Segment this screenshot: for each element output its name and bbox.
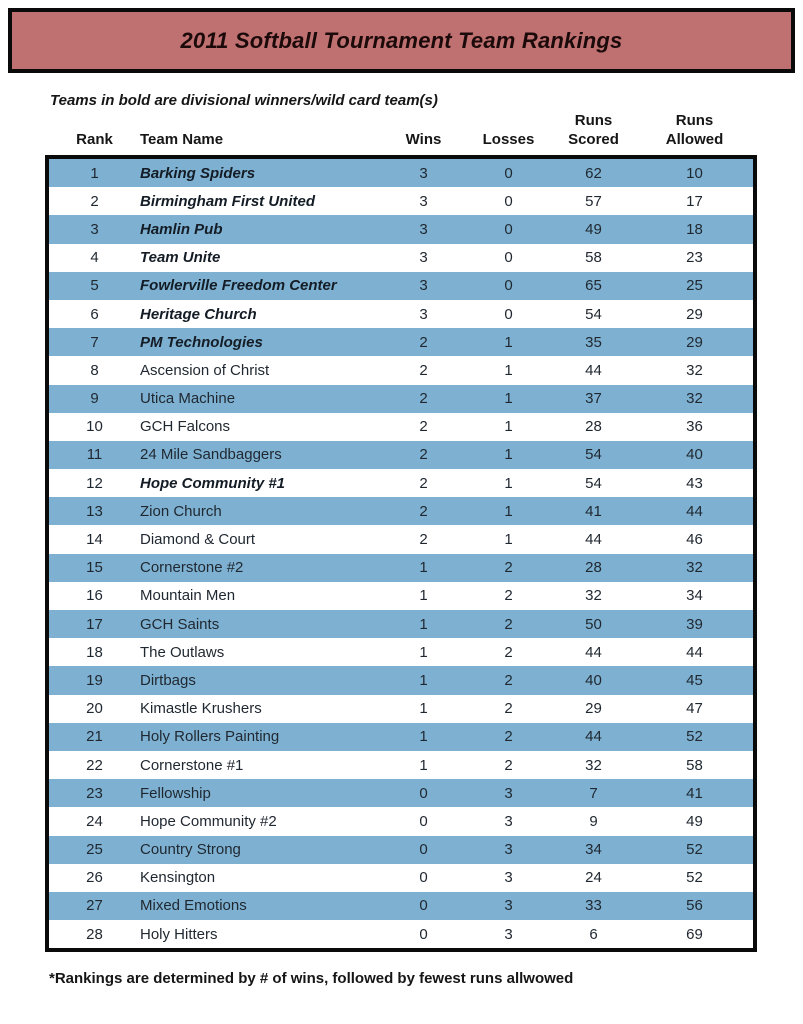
rank-cell: 23	[86, 784, 103, 802]
col-header-runs-allowed-line1: Runs	[675, 112, 714, 129]
losses-cell: 0	[504, 220, 513, 238]
runs-allowed-cell: 25	[686, 277, 703, 295]
runs-allowed-cell: 69	[686, 925, 703, 943]
losses-cell: 2	[504, 671, 513, 689]
col-header-losses: Losses	[482, 131, 535, 148]
runs-scored-cell: 44	[585, 728, 602, 746]
losses-cell: 3	[504, 925, 513, 943]
losses-cell: 2	[504, 615, 513, 633]
losses-cell: 1	[504, 474, 513, 492]
rankings-table	[45, 155, 757, 952]
rank-cell: 18	[86, 643, 103, 661]
rank-cell: 15	[86, 559, 103, 577]
team-cell: Hope Community #1	[140, 474, 286, 492]
rank-cell: 24	[86, 812, 103, 830]
losses-cell: 0	[504, 249, 513, 267]
wins-cell: 2	[419, 531, 428, 549]
runs-scored-cell: 54	[585, 474, 602, 492]
wins-cell: 0	[419, 925, 428, 943]
losses-cell: 3	[504, 812, 513, 830]
bold-teams-note: Teams in bold are divisional winners/wild card team(s)	[50, 92, 438, 109]
runs-allowed-cell: 10	[686, 164, 703, 182]
losses-cell: 1	[504, 446, 513, 464]
table-row	[49, 695, 753, 723]
team-cell: Diamond & Court	[140, 531, 256, 549]
wins-cell: 2	[419, 333, 428, 351]
table-row	[49, 723, 753, 751]
wins-cell: 2	[419, 446, 428, 464]
team-cell: Hope Community #2	[140, 812, 277, 830]
table-header-row	[49, 110, 753, 152]
team-cell: Holy Rollers Painting	[140, 728, 280, 746]
team-cell: Heritage Church	[140, 305, 257, 323]
wins-cell: 2	[419, 418, 428, 436]
runs-allowed-cell: 49	[686, 812, 703, 830]
wins-cell: 1	[419, 643, 428, 661]
losses-cell: 1	[504, 333, 513, 351]
losses-cell: 3	[504, 869, 513, 887]
runs-allowed-cell: 29	[686, 305, 703, 323]
team-cell: Ascension of Christ	[140, 361, 270, 379]
table-row	[49, 244, 753, 272]
team-cell: Utica Machine	[140, 390, 236, 408]
team-cell: Cornerstone #1	[140, 756, 244, 774]
runs-scored-cell: 28	[585, 559, 602, 577]
runs-allowed-cell: 29	[686, 333, 703, 351]
col-header-team-name: Team Name	[140, 131, 224, 148]
rank-cell: 16	[86, 587, 103, 605]
team-cell: Barking Spiders	[140, 164, 256, 182]
table-row	[49, 892, 753, 920]
losses-cell: 2	[504, 728, 513, 746]
team-cell: Hamlin Pub	[140, 220, 223, 238]
table-row	[49, 920, 753, 948]
losses-cell: 1	[504, 390, 513, 408]
runs-allowed-cell: 41	[686, 784, 703, 802]
wins-cell: 1	[419, 728, 428, 746]
col-header-runs-allowed	[636, 111, 753, 152]
runs-allowed-cell: 47	[686, 700, 703, 718]
col-header-runs-allowed-line2: Allowed	[665, 131, 724, 148]
runs-scored-cell: 28	[585, 418, 602, 436]
table-row	[49, 300, 753, 328]
losses-cell: 1	[504, 361, 513, 379]
runs-allowed-cell: 43	[686, 474, 703, 492]
rank-cell: 26	[86, 869, 103, 887]
table-row	[49, 272, 753, 300]
table-row	[49, 666, 753, 694]
rank-cell: 6	[90, 305, 99, 323]
runs-allowed-cell: 58	[686, 756, 703, 774]
table-row	[49, 215, 753, 243]
rank-cell: 27	[86, 897, 103, 915]
losses-cell: 2	[504, 559, 513, 577]
runs-scored-cell: 49	[585, 220, 602, 238]
rank-cell: 13	[86, 502, 103, 520]
wins-cell: 2	[419, 474, 428, 492]
wins-cell: 2	[419, 502, 428, 520]
rank-cell: 10	[86, 418, 103, 436]
wins-cell: 2	[419, 361, 428, 379]
losses-cell: 0	[504, 277, 513, 295]
losses-cell: 2	[504, 587, 513, 605]
wins-cell: 2	[419, 390, 428, 408]
runs-scored-cell: 34	[585, 841, 602, 859]
runs-allowed-cell: 52	[686, 728, 703, 746]
wins-cell: 1	[419, 700, 428, 718]
losses-cell: 3	[504, 897, 513, 915]
rank-cell: 17	[86, 615, 103, 633]
runs-allowed-cell: 17	[686, 192, 703, 210]
team-cell: Fowlerville Freedom Center	[140, 277, 337, 295]
table-row	[49, 385, 753, 413]
wins-cell: 3	[419, 164, 428, 182]
page-title: 2011 Softball Tournament Team Rankings	[180, 27, 623, 53]
rank-cell: 19	[86, 671, 103, 689]
runs-allowed-cell: 34	[686, 587, 703, 605]
runs-scored-cell: 37	[585, 390, 602, 408]
team-cell: Birmingham First United	[140, 192, 316, 210]
table-row	[49, 864, 753, 892]
wins-cell: 1	[419, 559, 428, 577]
runs-allowed-cell: 56	[686, 897, 703, 915]
runs-scored-cell: 7	[589, 784, 598, 802]
losses-cell: 0	[504, 192, 513, 210]
table-row	[49, 751, 753, 779]
wins-cell: 1	[419, 671, 428, 689]
runs-scored-cell: 44	[585, 531, 602, 549]
table-row	[49, 807, 753, 835]
runs-allowed-cell: 52	[686, 841, 703, 859]
wins-cell: 1	[419, 615, 428, 633]
runs-scored-cell: 62	[585, 164, 602, 182]
rank-cell: 28	[86, 925, 103, 943]
rankings-footnote: *Rankings are determined by # of wins, followed by fewest runs allwowed	[49, 970, 574, 987]
table-row	[49, 582, 753, 610]
runs-scored-cell: 58	[585, 249, 602, 267]
wins-cell: 3	[419, 277, 428, 295]
team-cell: PM Technologies	[140, 333, 263, 351]
table-row	[49, 525, 753, 553]
table-row	[49, 441, 753, 469]
runs-allowed-cell: 36	[686, 418, 703, 436]
runs-allowed-cell: 32	[686, 559, 703, 577]
runs-allowed-cell: 44	[686, 643, 703, 661]
runs-scored-cell: 40	[585, 671, 602, 689]
col-header-runs-scored	[551, 111, 636, 152]
runs-scored-cell: 29	[585, 700, 602, 718]
runs-allowed-cell: 52	[686, 869, 703, 887]
losses-cell: 2	[504, 700, 513, 718]
col-header-wins: Wins	[405, 131, 442, 148]
rank-cell: 3	[90, 220, 99, 238]
wins-cell: 1	[419, 587, 428, 605]
rank-cell: 14	[86, 531, 103, 549]
col-header-runs-scored-line2: Scored	[568, 131, 619, 148]
runs-allowed-cell: 23	[686, 249, 703, 267]
table-row	[49, 469, 753, 497]
losses-cell: 1	[504, 418, 513, 436]
team-cell: Mixed Emotions	[140, 897, 247, 915]
team-cell: Kimastle Krushers	[140, 700, 262, 718]
runs-allowed-cell: 46	[686, 531, 703, 549]
rank-cell: 7	[90, 333, 99, 351]
losses-cell: 3	[504, 784, 513, 802]
runs-allowed-cell: 44	[686, 502, 703, 520]
runs-scored-cell: 54	[585, 446, 602, 464]
runs-allowed-cell: 40	[686, 446, 703, 464]
runs-allowed-cell: 32	[686, 361, 703, 379]
team-cell: Team Unite	[140, 249, 221, 267]
table-row	[49, 413, 753, 441]
wins-cell: 3	[419, 220, 428, 238]
rank-cell: 11	[86, 446, 103, 464]
runs-scored-cell: 41	[585, 502, 602, 520]
col-header-rank: Rank	[76, 131, 113, 148]
wins-cell: 0	[419, 897, 428, 915]
team-cell: GCH Saints	[140, 615, 220, 633]
team-cell: Fellowship	[140, 784, 211, 802]
losses-cell: 0	[504, 164, 513, 182]
runs-scored-cell: 44	[585, 643, 602, 661]
rank-cell: 12	[86, 474, 103, 492]
rank-cell: 25	[86, 841, 103, 859]
col-header-runs-scored-line1: Runs	[574, 112, 613, 129]
table-row	[49, 554, 753, 582]
runs-scored-cell: 33	[585, 897, 602, 915]
title-banner	[8, 8, 795, 73]
losses-cell: 2	[504, 643, 513, 661]
runs-scored-cell: 6	[589, 925, 598, 943]
runs-scored-cell: 65	[585, 277, 602, 295]
runs-allowed-cell: 32	[686, 390, 703, 408]
team-cell: Kensington	[140, 869, 216, 887]
losses-cell: 3	[504, 841, 513, 859]
rank-cell: 8	[90, 361, 99, 379]
runs-allowed-cell: 39	[686, 615, 703, 633]
wins-cell: 3	[419, 305, 428, 323]
rank-cell: 21	[86, 728, 103, 746]
wins-cell: 3	[419, 192, 428, 210]
losses-cell: 0	[504, 305, 513, 323]
team-cell: Cornerstone #2	[140, 559, 244, 577]
team-cell: GCH Falcons	[140, 418, 231, 436]
runs-scored-cell: 24	[585, 869, 602, 887]
rank-cell: 4	[90, 249, 99, 267]
wins-cell: 0	[419, 869, 428, 887]
team-cell: The Outlaws	[140, 643, 225, 661]
team-cell: Mountain Men	[140, 587, 236, 605]
rank-cell: 2	[90, 192, 99, 210]
team-cell: Holy Hitters	[140, 925, 218, 943]
team-cell: 24 Mile Sandbaggers	[140, 446, 282, 464]
table-row	[49, 328, 753, 356]
runs-scored-cell: 32	[585, 587, 602, 605]
runs-scored-cell: 32	[585, 756, 602, 774]
table-row	[49, 356, 753, 384]
runs-scored-cell: 9	[589, 812, 598, 830]
table-row	[49, 187, 753, 215]
table-row	[49, 836, 753, 864]
table-row	[49, 497, 753, 525]
team-cell: Dirtbags	[140, 671, 196, 689]
table-row	[49, 779, 753, 807]
table-row	[49, 638, 753, 666]
runs-scored-cell: 54	[585, 305, 602, 323]
losses-cell: 1	[504, 502, 513, 520]
rank-cell: 1	[90, 164, 99, 182]
wins-cell: 0	[419, 812, 428, 830]
losses-cell: 1	[504, 531, 513, 549]
runs-scored-cell: 44	[585, 361, 602, 379]
wins-cell: 3	[419, 249, 428, 267]
wins-cell: 0	[419, 841, 428, 859]
wins-cell: 1	[419, 756, 428, 774]
table-row	[49, 610, 753, 638]
runs-scored-cell: 35	[585, 333, 602, 351]
rank-cell: 20	[86, 700, 103, 718]
team-cell: Country Strong	[140, 841, 241, 859]
wins-cell: 0	[419, 784, 428, 802]
losses-cell: 2	[504, 756, 513, 774]
table-row	[49, 159, 753, 187]
runs-scored-cell: 50	[585, 615, 602, 633]
rank-cell: 9	[90, 390, 99, 408]
rank-cell: 5	[90, 277, 99, 295]
rank-cell: 22	[86, 756, 103, 774]
team-cell: Zion Church	[140, 502, 222, 520]
runs-scored-cell: 57	[585, 192, 602, 210]
runs-allowed-cell: 18	[686, 220, 703, 238]
runs-allowed-cell: 45	[686, 671, 703, 689]
